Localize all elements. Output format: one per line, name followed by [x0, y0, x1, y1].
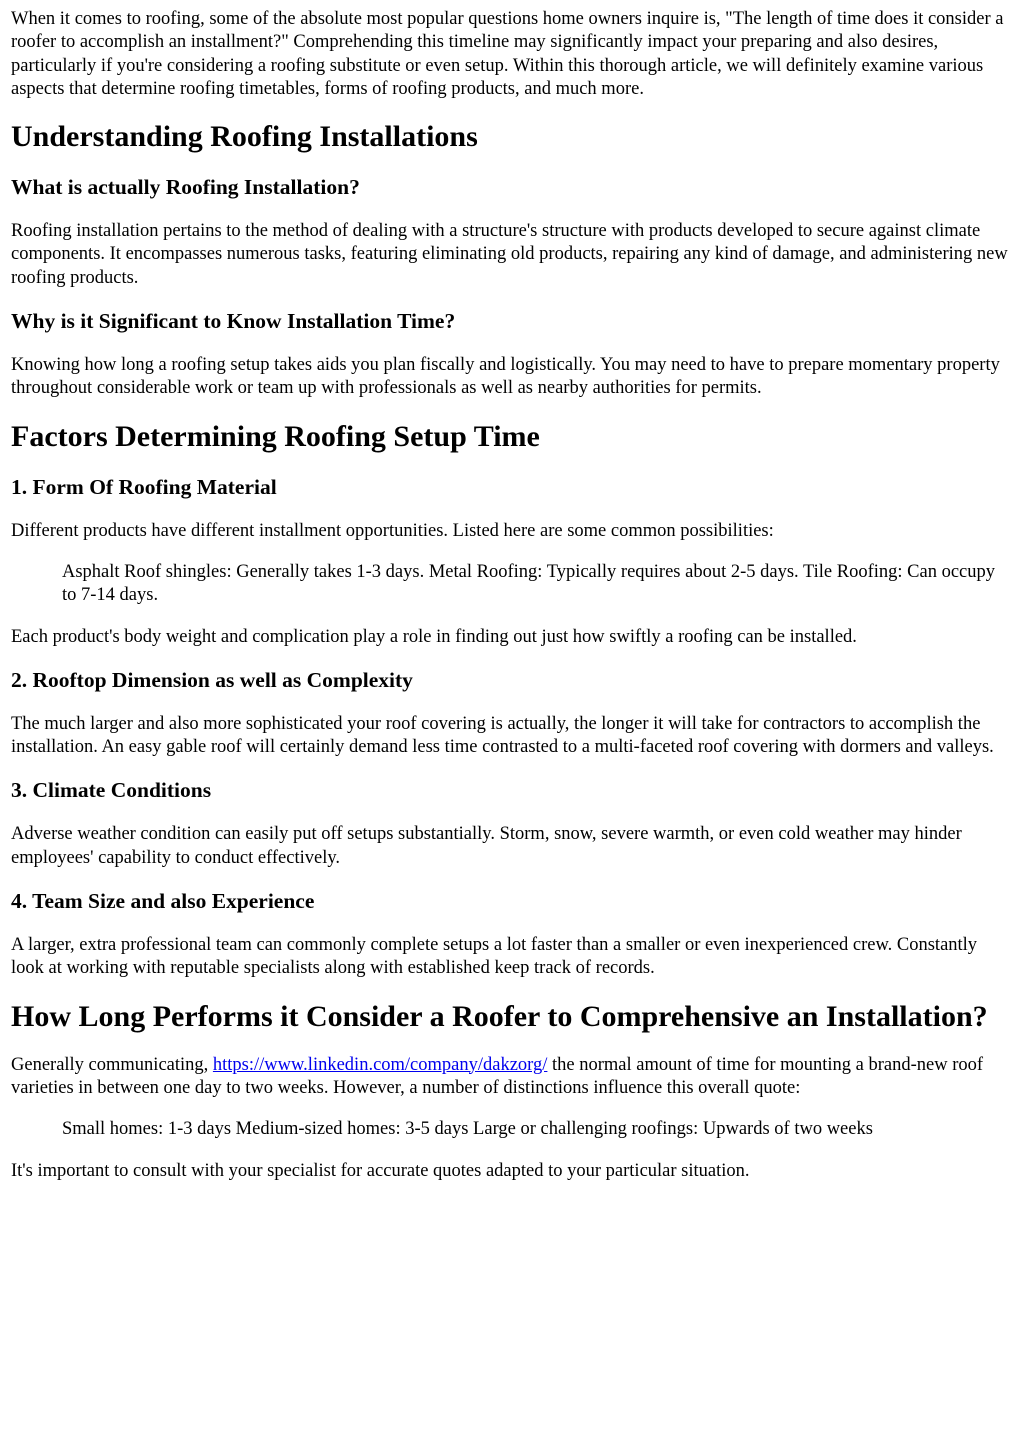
paragraph-what-is-roofing: Roofing installation pertains to the method of dealing with a structure's structure with products developed to secure against climate components. It encompasses numerous tasks, featuring eliminating old products, repairing any kind of damage, and administering new roofing products.	[11, 221, 1008, 288]
heading-understanding: Understanding Roofing Installations	[11, 120, 478, 154]
heading-climate: 3. Climate Conditions	[11, 778, 212, 803]
heading-team-size: 4. Team Size and also Experience	[11, 889, 315, 914]
heading-what-is-roofing: What is actually Roofing Installation?	[11, 175, 360, 200]
heading-why-significant: Why is it Significant to Know Installation Time?	[11, 309, 456, 334]
paragraph-consult: It's important to consult with your specialist for accurate quotes adapted to your particular situation.	[11, 1160, 750, 1181]
paragraph-why-significant: Knowing how long a roofing setup takes aids you plan fiscally and logistically. You may need to have to prepare momentary property throughout considerable work or team up with professionals as well as nearby authorities for permits.	[11, 355, 1000, 399]
paragraph-how-long-start: Generally communicating,	[11, 1054, 209, 1075]
paragraph-climate: Adverse weather condition can easily put off setups substantially. Storm, snow, severe warmth, or even cold weather may hinder employees' capability to conduct effectively.	[11, 824, 962, 868]
paragraph-how-long	[11, 1054, 1013, 1101]
paragraph-material-weight: Each product's body weight and complication play a role in finding out just how swiftly a roofing can be installed.	[11, 626, 857, 647]
quote-material-times: Asphalt Roof shingles: Generally takes 1-3 days. Metal Roofing: Typically requires about 2-5 days. Tile Roofing: Can occupy to 7-14 days.	[62, 561, 995, 606]
heading-roof-dimension: 2. Rooftop Dimension as well as Complexity	[11, 667, 413, 692]
intro-paragraph: When it comes to roofing, some of the absolute most popular questions home owners inquire is, "The length of time does it consider a roofer to accomplish an installment?" Comprehending this timeline may significantly impact your preparing and also desires, particularly if you're considering a roofing substitute or even setup. Within this thorough article, we will definitely examine various aspects that determine roofing timetables, forms of roofing products, and much more.	[11, 9, 1004, 99]
paragraph-team-size: A larger, extra professional team can commonly complete setups a lot faster than a smaller or even inexperienced crew. Constantly look at working with reputable specialists along with established keep track of records.	[11, 935, 978, 979]
linkedin-link[interactable]: https://www.linkedin.com/company/dakzorg/	[212, 1054, 548, 1075]
paragraph-how-long-end: the normal amount of time for mounting a brand-new roof varieties in between one day to two weeks. However, a number of distinctions influence this overall quote:	[11, 1054, 984, 1098]
heading-how-long: How Long Performs it Consider a Roofer to Comprehensive an Installation?	[11, 999, 988, 1033]
paragraph-form-of-material: Different products have different installment opportunities. Listed here are some common possibilities:	[11, 520, 774, 541]
paragraph-roof-dimension: The much larger and also more sophisticated your roof covering is actually, the longer it will take for contractors to accomplish the installation. An easy gable roof will certainly demand less time contrasted to a multi-faceted roof covering with dormers and valleys.	[11, 713, 994, 758]
heading-form-of-material: 1. Form Of Roofing Material	[11, 474, 277, 499]
quote-home-sizes: Small homes: 1-3 days Medium-sized homes: 3-5 days Large or challenging roofings: Upwards of two weeks	[62, 1119, 873, 1140]
heading-factors: Factors Determining Roofing Setup Time	[11, 419, 540, 453]
